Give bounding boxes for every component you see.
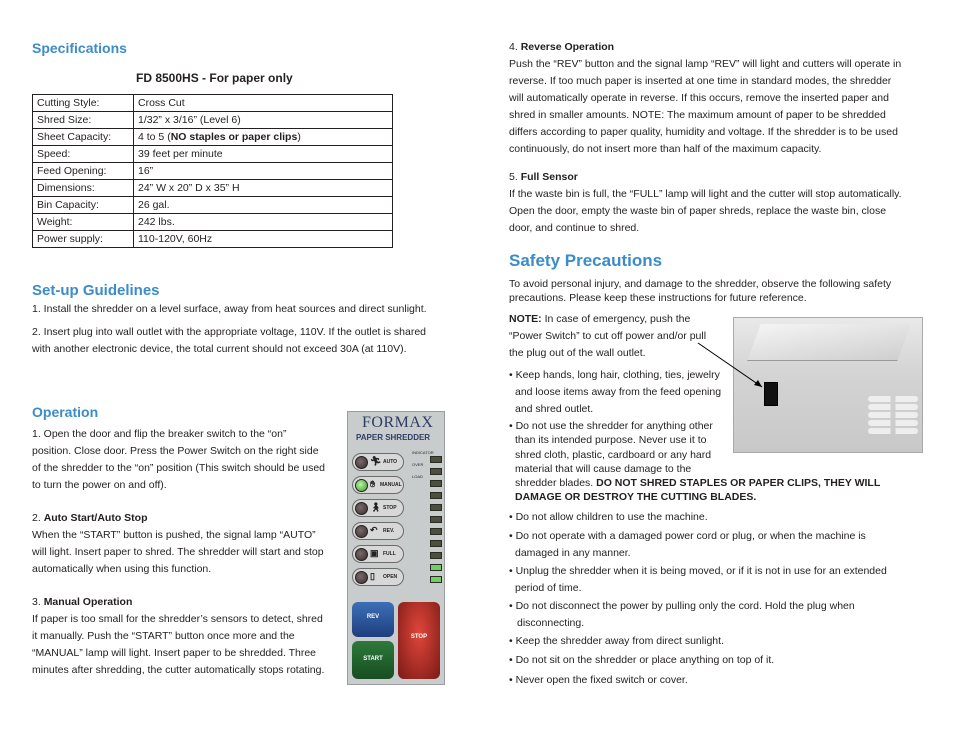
text-line: In case of emergency, push the (541, 313, 691, 325)
text-line: material that will cause damage to the (515, 462, 692, 475)
safety-bullet-2 (509, 419, 880, 505)
hand-icon: ✋︎ (370, 479, 376, 489)
operation-step-2 (32, 510, 324, 578)
lamp-icon (355, 456, 368, 469)
door-icon: ▯ (370, 571, 375, 581)
text-line: • Do not use the shredder for anything other (509, 420, 713, 432)
safety-bullet-1 (509, 367, 721, 418)
text-line: • Do not disconnect the power by pulling only the cord. Hold the plug when (509, 600, 855, 612)
safety-bullet-6 (509, 598, 855, 632)
text-line: to turn the power on and off). (32, 479, 167, 491)
button-label: MANUAL (380, 482, 402, 488)
text-line: When the “START” button is pushed, the signal lamp “AUTO” (32, 529, 316, 541)
led-indicator (430, 516, 442, 523)
text-line: Open the door, empty the waste bin of paper shreds, replace the waste bin, close (509, 205, 887, 217)
setup-step-1: 1. Install the shredder on a level surface, away from heat sources and direct sunlight. (32, 303, 427, 315)
brand-logo: FORMAX (362, 414, 434, 431)
bin-icon: ▣ (370, 548, 379, 558)
text-line: shredder blades. (515, 477, 597, 490)
text-line: shred in smaller amounts. NOTE: The maximum amount of paper to be shredded (509, 109, 886, 121)
lamp-icon (355, 502, 368, 515)
led-indicator (430, 552, 442, 559)
rev-button[interactable] (352, 602, 394, 637)
led-indicator (430, 480, 442, 487)
text-line: continuously, do not insert more than half of the maximum capacity. (509, 143, 822, 155)
start-button[interactable] (352, 641, 394, 679)
text-line: disconnecting. (517, 617, 585, 629)
step-number: 5. (509, 171, 521, 183)
led-indicator (430, 564, 442, 571)
button-label: STOP (410, 634, 428, 640)
text-line: differs according to paper quality, humidity and voltage. If the shredder is to be used (509, 126, 898, 138)
spec-value: 16” (134, 163, 393, 180)
indicator-label: INDICATOR (412, 450, 434, 455)
text-line: of the shredder to the “on” position (This switch should be used (32, 462, 325, 474)
control-panel-photo (347, 411, 445, 685)
spec-value: 1/32” x 3/16” (Level 6) (134, 112, 393, 129)
step-number: 2. (32, 512, 44, 524)
button-label: START (363, 656, 383, 662)
operation-step-1 (32, 426, 325, 494)
text-line: position. Close door. Press the Power Switch on the right side (32, 445, 319, 457)
text-line: the plug out of the wall outlet. (509, 347, 646, 359)
stop-lamp-button[interactable] (352, 499, 404, 517)
safety-note (509, 311, 706, 362)
spec-key: Bin Capacity: (33, 197, 134, 214)
over-label: OVER (412, 462, 424, 467)
text-line: • Do not operate with a damaged power cord or plug, or when the machine is (509, 530, 866, 542)
spec-key: Dimensions: (33, 180, 134, 197)
led-indicator (430, 456, 442, 463)
text-line: precautions. Please keep these instructions for future reference. (509, 292, 807, 304)
spec-key: Feed Opening: (33, 163, 134, 180)
spec-key: Shred Size: (33, 112, 134, 129)
lamp-icon (355, 571, 368, 584)
spec-value: Cross Cut (134, 95, 393, 112)
text-line: period of time. (515, 582, 582, 594)
operation-step-5 (509, 169, 929, 237)
auto-button[interactable] (352, 453, 404, 471)
operation-step-3 (32, 594, 324, 679)
safety-bullet-5 (509, 563, 887, 597)
panel-subtitle: PAPER SHREDDER (356, 433, 431, 442)
text-line: If paper is too small for the shredder’s sensors to detect, shred (32, 613, 323, 625)
spec-value: 242 lbs. (134, 214, 393, 231)
led-indicator (430, 576, 442, 583)
full-button[interactable] (352, 545, 404, 563)
text-line: minutes after shredding, the cutter automatically stops rotating. (32, 664, 325, 676)
text-line: If the waste bin is full, the “FULL” lamp will light and the cutter will stop automatically. (509, 188, 902, 200)
led-indicator (430, 468, 442, 475)
step-number: 3. (32, 596, 44, 608)
text-line: will light. Insert paper to shred. The shredder will start and stop (32, 546, 324, 558)
button-label: AUTO (383, 459, 398, 465)
spec-key: Power supply: (33, 231, 134, 248)
table-row (33, 95, 393, 112)
table-row (33, 163, 393, 180)
lamp-icon (355, 548, 368, 561)
operation-heading: Operation (32, 404, 99, 420)
text-line: will automatically operate in reverse. If this occurs, remove the inserted paper and (509, 92, 889, 104)
lamp-icon (355, 479, 368, 492)
spec-value: 26 gal. (134, 197, 393, 214)
led-indicator (430, 504, 442, 511)
button-label: REV (366, 614, 380, 620)
text-line: it manually. Push the “START” button once more and the (32, 630, 295, 642)
operation-step-4 (509, 39, 929, 158)
specifications-table (32, 94, 393, 248)
text-line: 2. Insert plug into wall outlet with the appropriate voltage, 110V. If the outlet is shared (32, 326, 426, 338)
safety-bullet-9: • Never open the fixed switch or cover. (509, 674, 688, 686)
spec-key: Sheet Capacity: (33, 129, 134, 146)
setup-step-2 (32, 324, 426, 358)
text-line: than its intended purpose. Never use it to (515, 434, 707, 447)
text-line: door, and continue to shred. (509, 222, 640, 234)
lamp-icon (355, 525, 368, 538)
warning-text: DAMAGE OR DESTROY THE CUTTING BLADES. (515, 491, 757, 504)
table-row (33, 129, 393, 146)
model-title: FD 8500HS - For paper only (136, 71, 293, 85)
setup-heading: Set-up Guidelines (32, 282, 160, 299)
manual-button[interactable] (352, 476, 404, 494)
text-line: To avoid personal injury, and damage to the shredder, observe the following safety (509, 278, 892, 290)
note-label: NOTE: (509, 313, 542, 325)
text-line: “Power Switch” to cut off power and/or pull (509, 330, 707, 342)
runner-icon: 🏃︎ (370, 456, 382, 466)
safety-bullet-4 (509, 528, 866, 562)
table-row (33, 146, 393, 163)
step-title: Full Sensor (520, 171, 578, 183)
spec-key: Cutting Style: (33, 95, 134, 112)
step-title: Manual Operation (43, 596, 133, 608)
text-line: • Keep hands, long hair, clothing, ties, jewelry (509, 369, 720, 381)
open-button[interactable] (352, 568, 404, 586)
button-label: STOP (383, 505, 397, 511)
stop-button[interactable] (398, 602, 440, 679)
safety-bullet-8: • Do not sit on the shredder or place anything on top of it. (509, 654, 775, 666)
reverse-icon: ↶ (370, 525, 378, 535)
load-label: LOAD (412, 474, 423, 479)
text-line: “MANUAL” lamp will light. Insert paper to be shredded. Three (32, 647, 317, 659)
spec-key: Weight: (33, 214, 134, 231)
text-line: and shred outlet. (515, 403, 594, 415)
feed-top (747, 324, 910, 361)
step-title: Auto Start/Auto Stop (43, 512, 148, 524)
text-line: with another electronic device, the total current should not exceed 30A (at 110V). (32, 343, 407, 355)
text-line: automatically when using this function. (32, 563, 212, 575)
table-row (33, 197, 393, 214)
safety-heading: Safety Precautions (509, 251, 663, 270)
safety-bullet-3: • Do not allow children to use the machine. (509, 511, 708, 523)
spec-value: 24” W x 20” D x 35” H (134, 180, 393, 197)
table-row (33, 214, 393, 231)
warning-text: DO NOT SHRED STAPLES OR PAPER CLIPS, THEY WILL (596, 477, 881, 490)
step-number: 4. (509, 41, 521, 53)
spec-value (134, 129, 393, 146)
led-indicator (430, 540, 442, 547)
safety-intro (509, 277, 891, 305)
text-line: Push the “REV” button and the signal lamp “REV” will light and cutters will operate in (509, 58, 902, 70)
spec-value-bold: NO staples or paper clips (170, 131, 298, 143)
spec-value-post: ) (297, 131, 301, 143)
text-line: 1. Open the door and flip the breaker switch to the “on” (32, 428, 287, 440)
text-line: damaged in any manner. (515, 547, 631, 559)
spec-value-pre: 4 to 5 ( (138, 131, 171, 143)
text-line: and loose items away from the feed opening (515, 386, 722, 398)
person-icon: 🚶︎ (370, 502, 382, 512)
step-title: Reverse Operation (520, 41, 615, 53)
spec-value: 39 feet per minute (134, 146, 393, 163)
table-row (33, 112, 393, 129)
led-indicator (430, 528, 442, 535)
spec-key: Speed: (33, 146, 134, 163)
table-row (33, 180, 393, 197)
text-line: reverse. If too much paper is inserted at one time in standard modes, the shredder (509, 75, 892, 87)
text-line: • Unplug the shredder when it is being moved, or if it is not in use for an extended (509, 565, 887, 577)
text-line: shred cloth, plastic, cardboard or any hard (515, 448, 712, 461)
button-label: REV. (383, 528, 395, 534)
table-row (33, 231, 393, 248)
button-label: OPEN (383, 574, 398, 580)
specifications-heading: Specifications (32, 40, 127, 56)
spec-value: 110-120V, 60Hz (134, 231, 393, 248)
rev-lamp-button[interactable] (352, 522, 404, 540)
led-indicator (430, 492, 442, 499)
button-label: FULL (383, 551, 396, 557)
safety-bullet-7: • Keep the shredder away from direct sunlight. (509, 635, 724, 647)
